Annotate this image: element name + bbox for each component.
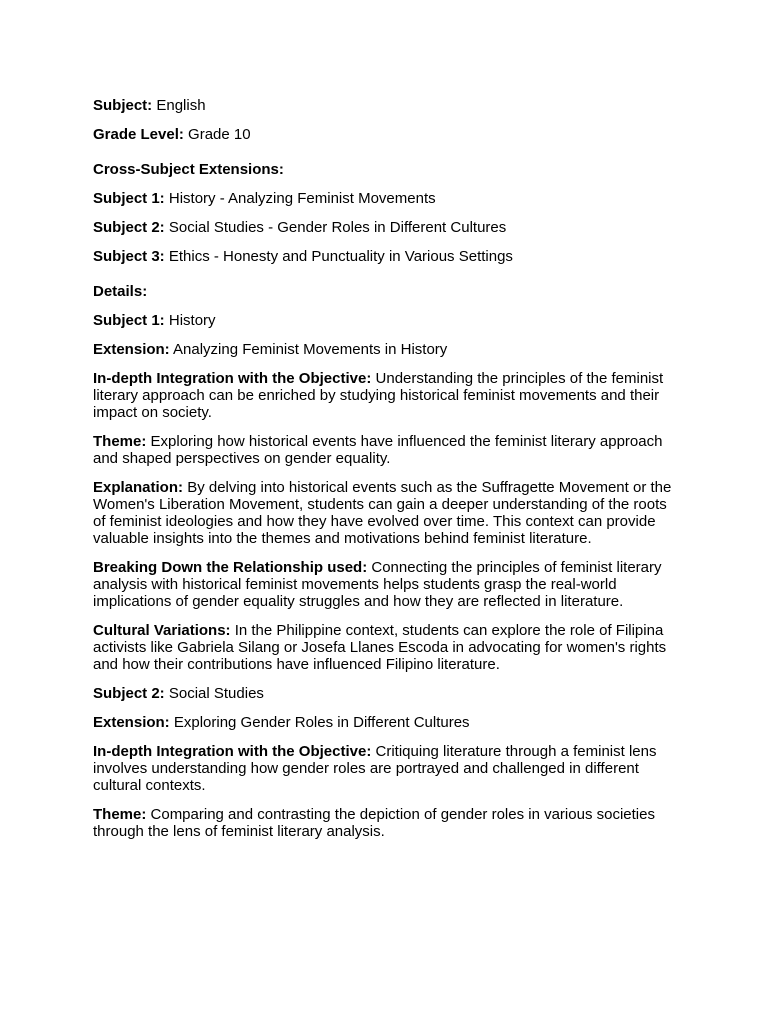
integration-paragraph bbox=[93, 370, 683, 421]
integration-text: Understanding the principles of the feminist literary approach can be enriched by studying historical feminist movements and their impact on society. bbox=[93, 370, 664, 421]
extension-line bbox=[93, 341, 683, 358]
cross-subject-item bbox=[93, 219, 683, 236]
grade-level-line bbox=[93, 126, 683, 143]
detail-subject-label: Subject 2: bbox=[93, 685, 165, 702]
detail-subject-line bbox=[93, 312, 683, 329]
cultural-variations-paragraph bbox=[93, 622, 683, 673]
theme-label: Theme: bbox=[93, 806, 147, 823]
breaking-down-paragraph bbox=[93, 559, 683, 610]
cross-subject-item bbox=[93, 190, 683, 207]
subject-value: English bbox=[156, 97, 206, 114]
cross-subject-item-label: Subject 3: bbox=[93, 248, 165, 265]
extension-line bbox=[93, 714, 683, 731]
theme-paragraph bbox=[93, 806, 683, 840]
explanation-text: By delving into historical events such as the Suffragette Movement or the Women's Liberation Movement, students can gain a deeper understanding of the roots of feminist ideologies and how they have evolved over time. This context can provide valuable insights into the themes and motivations behind feminist literature. bbox=[93, 479, 672, 547]
cross-subject-item-value: Ethics - Honesty and Punctuality in Various Settings bbox=[168, 248, 513, 265]
extension-label: Extension: bbox=[93, 714, 170, 731]
cultural-variations-label: Cultural Variations: bbox=[93, 622, 231, 639]
grade-level-label: Grade Level: bbox=[93, 126, 184, 143]
explanation-paragraph bbox=[93, 479, 683, 547]
extension-value: Analyzing Feminist Movements in History bbox=[173, 341, 448, 358]
cross-subject-item-value: Social Studies - Gender Roles in Different Cultures bbox=[168, 219, 507, 236]
cross-subject-item-value: History - Analyzing Feminist Movements bbox=[168, 190, 436, 207]
subject-line bbox=[93, 97, 683, 114]
breaking-down-label: Breaking Down the Relationship used: bbox=[93, 559, 368, 576]
theme-text: Comparing and contrasting the depiction of gender roles in various societies through the lens of feminist literary analysis. bbox=[93, 806, 655, 840]
detail-subject-line bbox=[93, 685, 683, 702]
detail-subject-value: History bbox=[168, 312, 216, 329]
integration-text: Critiquing literature through a feminist lens involves understanding how gender roles are portrayed and challenged in different cultural contexts. bbox=[93, 743, 657, 794]
detail-subject-label: Subject 1: bbox=[93, 312, 165, 329]
extension-value: Exploring Gender Roles in Different Cultures bbox=[173, 714, 470, 731]
theme-text: Exploring how historical events have influenced the feminist literary approach and shaped perspectives on gender equality. bbox=[93, 433, 663, 467]
details-heading-text: Details: bbox=[93, 283, 148, 300]
cultural-variations-text: In the Philippine context, students can explore the role of Filipina activists like Gabriela Silang or Josefa Llanes Escoda in advocating for women's rights and how their contributions have influenced Filipino literature. bbox=[93, 622, 667, 673]
integration-label: In-depth Integration with the Objective: bbox=[93, 370, 372, 387]
cross-subject-heading-text: Cross-Subject Extensions: bbox=[93, 161, 284, 178]
integration-label: In-depth Integration with the Objective: bbox=[93, 743, 372, 760]
subject-label: Subject: bbox=[93, 97, 153, 114]
details-heading bbox=[93, 283, 683, 300]
integration-paragraph bbox=[93, 743, 683, 794]
breaking-down-text: Connecting the principles of feminist literary analysis with historical feminist movements helps students grasp the real-world implications of gender equality struggles and how they are reflected in literature. bbox=[93, 559, 662, 610]
grade-level-value: Grade 10 bbox=[188, 126, 251, 143]
theme-paragraph bbox=[93, 433, 683, 467]
cross-subject-item bbox=[93, 248, 683, 265]
document-page bbox=[93, 97, 683, 852]
explanation-label: Explanation: bbox=[93, 479, 184, 496]
cross-subject-item-label: Subject 1: bbox=[93, 190, 165, 207]
extension-label: Extension: bbox=[93, 341, 170, 358]
cross-subject-item-label: Subject 2: bbox=[93, 219, 165, 236]
detail-subject-value: Social Studies bbox=[168, 685, 264, 702]
theme-label: Theme: bbox=[93, 433, 147, 450]
cross-subject-heading bbox=[93, 161, 683, 178]
